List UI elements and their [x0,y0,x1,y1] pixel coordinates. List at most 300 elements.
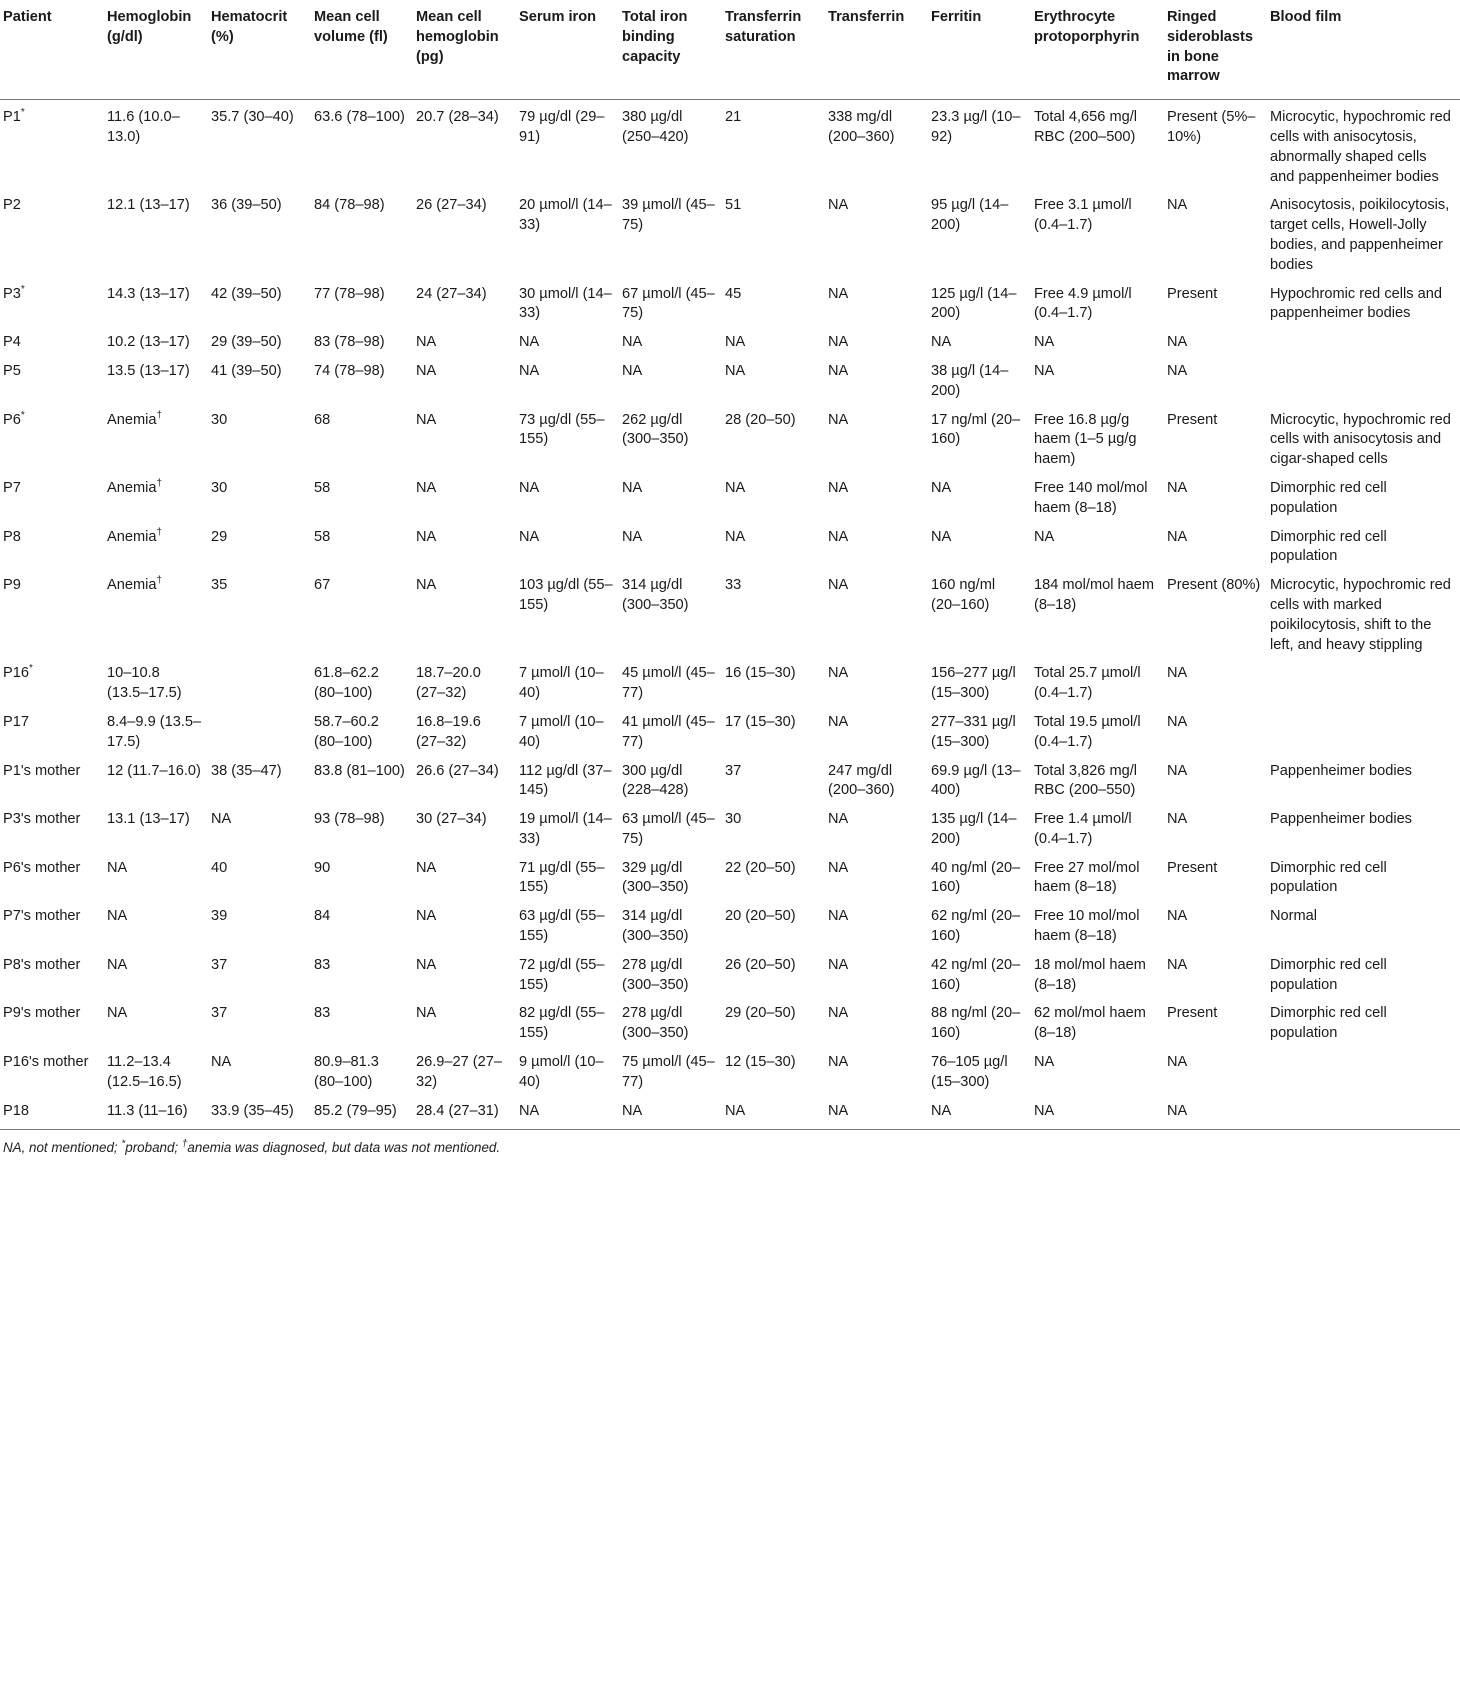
proband-mark: * [28,663,33,675]
cell-ferritin: NA [931,528,952,545]
cell-iron: NA [519,528,540,545]
cell-tsat: 30 [725,811,742,828]
patient-label: P6's mother [3,859,81,876]
table-row [0,358,1460,407]
cell-mcv: 67 [314,577,331,594]
cell-film: Anisocytosis, poikilocytosis, target cells, Howell-Jolly bodies, and pappenheimer bodies [1270,197,1450,273]
cell-ep: Free 1.4 µmol/l (0.4–1.7) [1034,811,1132,847]
cell-ferritin: 38 µg/l (14–200) [931,362,1009,399]
cell-mch: NA [416,479,437,496]
patient-label: P7 [3,479,21,496]
table-row [0,660,1460,709]
hemoglobin-value: Anemia [107,411,157,428]
patient-label: P7's mother [3,908,81,925]
cell-ferritin: 277–331 µg/l (15–300) [931,713,1016,750]
cell-tsat: 45 [725,285,742,302]
cell-film: Normal [1270,908,1318,925]
patient-label: P4 [3,334,21,351]
cell-rs: NA [1167,479,1188,496]
cell-rs: NA [1167,665,1188,682]
cell-film [1267,709,1460,758]
cell-patient [0,1098,104,1130]
table-row [0,329,1460,358]
cell-hemoglobin [104,475,208,524]
cell-hct: 30 [211,411,228,428]
cell-mcv: 93 (78–98) [314,811,385,828]
cell-hemoglobin [104,358,208,407]
cell-tsat: 37 [725,762,742,779]
cell-film: Dimorphic red cell population [1270,859,1387,896]
cell-mcv: 83.8 (81–100) [314,762,405,779]
cell-tf: NA [828,197,849,214]
hemoglobin-value: 11.6 (10.0–13.0) [107,109,180,145]
table-row [0,952,1460,1001]
cell-tibc: 67 µmol/l (45–75) [622,285,715,322]
cell-hemoglobin [104,281,208,330]
cell-mch: NA [416,334,437,351]
cell-tsat: NA [722,1098,825,1130]
cell-film: Microcytic, hypochromic red cells with anisocytosis and cigar-shaped cells [1270,411,1451,468]
cell-mch: NA [416,1005,437,1022]
cell-film: Pappenheimer bodies [1270,762,1412,779]
hemoglobin-value: 12.1 (13–17) [107,197,190,214]
cell-tsat: 26 (20–50) [725,956,796,973]
column-header: Hematocrit (%) [208,0,311,100]
cell-hct [208,709,311,758]
cell-rs: Present (80%) [1167,577,1261,594]
cell-mch: 26.9–27 (27–32) [416,1054,503,1090]
cell-ep: Free 3.1 µmol/l (0.4–1.7) [1034,197,1132,234]
cell-tibc: 262 µg/dl (300–350) [622,411,689,448]
anemia-mark: † [156,478,163,490]
cell-tibc: 41 µmol/l (45–77) [622,713,715,750]
cell-tsat: 20 (20–50) [725,908,796,925]
cell-tsat: 29 (20–50) [725,1005,796,1022]
cell-rs: NA [1167,1054,1188,1071]
hemoglobin-value: NA [107,908,128,925]
cell-ferritin: NA [931,479,952,496]
cell-iron: 72 µg/dl (55–155) [519,956,605,993]
cell-hemoglobin [104,1000,208,1049]
cell-hct: 40 [211,859,228,876]
proband-mark: * [20,107,25,119]
cell-tibc: 63 µmol/l (45–75) [622,811,715,847]
cell-ferritin: 160 ng/ml (20–160) [931,577,996,613]
cell-tf: NA [828,859,849,876]
patient-label: P5 [3,362,21,379]
cell-hemoglobin [104,192,208,280]
cell-iron: 73 µg/dl (55–155) [519,411,605,448]
cell-ferritin: 76–105 µg/l (15–300) [931,1054,1008,1090]
cell-rs: NA [1167,713,1188,730]
cell-tsat: 28 (20–50) [725,411,796,428]
column-header: Erythrocyte protoporphyrin [1031,0,1164,100]
column-header: Mean cell hemoglobin (pg) [413,0,516,100]
cell-iron: 112 µg/dl (37–145) [519,762,612,799]
column-header: Serum iron [516,0,619,100]
cell-tf: NA [828,908,849,925]
cell-ferritin: 62 ng/ml (20–160) [931,908,1021,945]
cell-tsat: NA [725,528,746,545]
cell-tf: NA [828,285,849,302]
cell-hemoglobin [104,855,208,904]
cell-hct [208,660,311,709]
patient-label: P18 [3,1102,29,1119]
cell-tibc: 300 µg/dl (228–428) [622,762,689,799]
cell-film [1267,358,1460,407]
cell-film: Dimorphic red cell population [1270,479,1387,516]
cell-film [1267,1098,1460,1130]
hemoglobin-value: 14.3 (13–17) [107,285,190,302]
cell-tf: NA [828,665,849,682]
footnote-anemia: anemia was diagnosed, but data was not mentioned. [187,1140,501,1156]
cell-patient [0,1049,104,1098]
table-row [0,806,1460,855]
cell-mcv: 68 [314,411,331,428]
cell-ep: Total 3,826 mg/l RBC (200–550) [1034,762,1138,799]
cell-hemoglobin [104,1049,208,1098]
hemoglobin-value: NA [107,1005,128,1022]
cell-ep: NA [1034,362,1055,379]
cell-tibc: NA [622,479,643,496]
cell-ferritin: 88 ng/ml (20–160) [931,1005,1021,1042]
cell-hemoglobin [104,329,208,358]
cell-hct: 37 [211,1005,228,1022]
cell-mcv: 84 [314,908,331,925]
cell-rs: NA [1167,762,1188,779]
cell-mcv: 58 [314,528,331,545]
table-row [0,407,1460,475]
cell-patient [0,806,104,855]
cell-iron: NA [516,1098,619,1130]
cell-rs: NA [1167,334,1188,351]
hemoglobin-value: 11.3 (11–16) [107,1102,188,1119]
cell-tibc: 75 µmol/l (45–77) [622,1054,715,1090]
patient-label: P3's mother [3,811,81,828]
table-row [0,1098,1460,1130]
column-header: Ringed sideroblasts in bone marrow [1164,0,1267,100]
cell-tibc: NA [622,362,643,379]
column-header: Blood film [1267,0,1460,100]
cell-film: Hypochromic red cells and pappenheimer bodies [1270,285,1442,322]
cell-rs: Present [1167,1005,1218,1022]
patient-label: P17 [3,713,29,730]
cell-film [1267,660,1460,709]
cell-hemoglobin [104,572,208,660]
cell-rs: NA [1167,956,1188,973]
cell-mch: 30 (27–34) [416,811,487,828]
cell-hct: 39 [211,908,228,925]
cell-hemoglobin [104,806,208,855]
table-row [0,709,1460,758]
table-row [0,192,1460,280]
cell-hct: 35 [211,577,228,594]
cell-tf: NA [828,956,849,973]
patient-label: P1 [3,109,21,126]
cell-mch: 26 (27–34) [416,197,487,214]
patient-label: P6 [3,411,21,428]
cell-mch: 24 (27–34) [416,285,487,302]
cell-ep: 18 mol/mol haem (8–18) [1034,956,1146,993]
cell-iron: 79 µg/dl (29–91) [519,109,605,145]
cell-tf: NA [828,1054,849,1071]
cell-patient [0,709,104,758]
cell-hct: NA [211,811,232,828]
cell-patient [0,407,104,475]
cell-film: Dimorphic red cell population [1270,1005,1387,1042]
cell-patient [0,281,104,330]
column-header: Patient [0,0,104,100]
table-row [0,1049,1460,1098]
cell-ferritin: 69.9 µg/l (13–400) [931,762,1021,799]
table-body [0,100,1460,1130]
cell-tf: 247 mg/dl (200–360) [828,762,895,799]
cell-rs: NA [1167,528,1188,545]
column-header: Mean cell volume (fl) [311,0,413,100]
cell-tsat: 51 [725,197,742,214]
cell-tf: NA [828,334,849,351]
cell-tf: 338 mg/dl (200–360) [828,109,895,145]
cell-tsat: 33 [725,577,742,594]
cell-ep: 62 mol/mol haem (8–18) [1034,1005,1146,1042]
cell-tibc: 278 µg/dl (300–350) [622,956,689,993]
cell-ep: NA [1034,528,1055,545]
table-row [0,100,1460,193]
cell-patient [0,855,104,904]
hemoglobin-value: NA [107,956,128,973]
cell-tsat: NA [725,362,746,379]
cell-iron: 19 µmol/l (14–33) [519,811,612,847]
cell-iron: 103 µg/dl (55–155) [519,577,613,613]
hemoglobin-value: 8.4–9.9 (13.5–17.5) [107,713,202,750]
cell-ferritin: 23.3 µg/l (10–92) [931,109,1021,145]
column-header: Total iron binding capacity [619,0,722,100]
cell-rs: NA [1164,1098,1267,1130]
cell-hemoglobin [104,660,208,709]
column-header: Ferritin [928,0,1031,100]
cell-film: Microcytic, hypochromic red cells with marked poikilocytosis, shift to the left, and heavy stippling [1270,577,1451,653]
cell-tsat: 12 (15–30) [725,1054,796,1071]
hemoglobin-value: NA [107,859,128,876]
cell-iron: 82 µg/dl (55–155) [519,1005,605,1042]
cell-hemoglobin [104,100,208,193]
column-header: Hemoglobin (g/dl) [104,0,208,100]
cell-mch: 28.4 (27–31) [413,1098,516,1130]
cell-tf: NA [825,1098,928,1130]
hemoglobin-value: 10.2 (13–17) [107,334,190,351]
patient-label: P1's mother [3,762,81,779]
column-header: Transferrin saturation [722,0,825,100]
cell-rs: Present (5%–10%) [1167,109,1256,145]
cell-patient [0,475,104,524]
cell-hct: 35.7 (30–40) [211,109,294,126]
cell-patient [0,758,104,807]
footnote-proband-mark: * [121,1138,126,1150]
cell-tsat: 16 (15–30) [725,665,796,682]
cell-tf: NA [828,411,849,428]
cell-rs: NA [1167,197,1188,214]
cell-ep: NA [1034,1054,1055,1071]
patient-label: P16 [3,665,29,682]
cell-hct: 42 (39–50) [211,285,282,302]
cell-tf: NA [828,713,849,730]
cell-tibc: 45 µmol/l (45–77) [622,665,715,702]
table-row [0,475,1460,524]
cell-hct: 30 [211,479,228,496]
cell-ep: Total 4,656 mg/l RBC (200–500) [1034,109,1138,145]
anemia-mark: † [156,575,163,587]
table-footnote [0,1130,1460,1155]
cell-tibc: 380 µg/dl (250–420) [622,109,689,145]
cell-mch: NA [416,362,437,379]
cell-hct: 41 (39–50) [211,362,282,379]
cell-iron: 63 µg/dl (55–155) [519,908,605,945]
cell-mch: NA [416,859,437,876]
hemoglobin-value: 13.1 (13–17) [107,811,190,828]
table-row [0,281,1460,330]
header-row [0,0,1460,100]
cell-mcv: 63.6 (78–100) [314,109,405,126]
cell-patient [0,329,104,358]
hemoglobin-value: 12 (11.7–16.0) [107,762,201,779]
cell-tibc: 314 µg/dl (300–350) [622,908,689,945]
table-row [0,855,1460,904]
cell-tibc: 314 µg/dl (300–350) [622,577,689,613]
cell-mcv: 83 [314,956,331,973]
cell-tf: NA [828,577,849,594]
cell-patient [0,358,104,407]
cell-mcv: 58 [314,479,331,496]
cell-film: Pappenheimer bodies [1270,811,1412,828]
cell-ep: Free 140 mol/mol haem (8–18) [1034,479,1148,516]
cell-hemoglobin [104,407,208,475]
cell-mcv: 90 [314,859,331,876]
table-row [0,572,1460,660]
cell-ep: Total 19.5 µmol/l (0.4–1.7) [1034,713,1141,750]
cell-tsat: NA [725,334,746,351]
cell-mch: 26.6 (27–34) [416,762,499,779]
patient-label: P16's mother [3,1054,89,1071]
cell-mch: 18.7–20.0 (27–32) [416,665,481,702]
cell-tsat: 21 [725,109,742,126]
cell-iron: 9 µmol/l (10–40) [519,1054,604,1090]
cell-mcv: 77 (78–98) [314,285,385,302]
cell-hct: 29 [211,528,228,545]
hemoglobin-value: Anemia [107,479,157,496]
cell-iron: 71 µg/dl (55–155) [519,859,605,896]
cell-tibc: NA [622,528,643,545]
cell-rs: NA [1167,811,1188,828]
cell-tibc: NA [619,1098,722,1130]
cell-rs: NA [1167,362,1188,379]
cell-ep: NA [1031,1098,1164,1130]
cell-ep: Free 10 mol/mol haem (8–18) [1034,908,1140,945]
cell-mcv: 58.7–60.2 (80–100) [314,713,379,750]
cell-iron: 30 µmol/l (14–33) [519,285,612,322]
anemia-mark: † [156,409,163,421]
cell-tf: NA [828,362,849,379]
cell-mch: NA [416,411,437,428]
cell-iron: NA [519,334,540,351]
cell-rs: Present [1167,285,1218,302]
cell-patient [0,100,104,193]
cell-ferritin: 95 µg/l (14–200) [931,197,1009,234]
anemia-mark: † [156,526,163,538]
patient-label: P3 [3,285,21,302]
cell-hemoglobin [104,903,208,952]
cell-tsat: 17 (15–30) [725,713,796,730]
cell-film [1267,329,1460,358]
cell-film [1267,1049,1460,1098]
cell-ep: Total 25.7 µmol/l (0.4–1.7) [1034,665,1141,702]
cell-film: Microcytic, hypochromic red cells with anisocytosis, abnormally shaped cells and pappenheimer bodies [1270,109,1451,185]
cell-mch: NA [416,908,437,925]
cell-patient [0,524,104,573]
cell-hemoglobin [104,952,208,1001]
proband-mark: * [20,283,25,295]
cell-mch: NA [416,577,437,594]
hemoglobin-value: Anemia [107,577,157,594]
cell-ferritin: 42 ng/ml (20–160) [931,956,1021,993]
cell-ferritin: 17 ng/ml (20–160) [931,411,1021,448]
cell-ferritin: 156–277 µg/l (15–300) [931,665,1016,702]
table-row [0,903,1460,952]
cell-tibc: 39 µmol/l (45–75) [622,197,715,234]
cell-ep: 184 mol/mol haem (8–18) [1034,577,1155,613]
cell-iron: 7 µmol/l (10–40) [519,713,604,750]
cell-hct: NA [211,1054,232,1071]
cell-ferritin: 125 µg/l (14–200) [931,285,1017,322]
hemoglobin-value: Anemia [107,528,157,545]
cell-iron: NA [519,362,540,379]
cell-ep: Free 27 mol/mol haem (8–18) [1034,859,1140,896]
cell-rs: NA [1167,908,1188,925]
cell-patient [0,192,104,280]
cell-hemoglobin [104,524,208,573]
cell-rs: Present [1167,859,1218,876]
footnote-anemia-mark: † [181,1138,188,1150]
cell-ep: NA [1034,334,1055,351]
cell-hemoglobin [104,1098,208,1130]
cell-rs: Present [1167,411,1218,428]
cell-mcv: 83 (78–98) [314,334,385,351]
cell-hct: 38 (35–47) [211,762,282,779]
cell-mch: NA [416,528,437,545]
cell-mcv: 61.8–62.2 (80–100) [314,665,379,702]
cell-mcv: 85.2 (79–95) [311,1098,413,1130]
cell-film: Dimorphic red cell population [1270,528,1387,565]
hemoglobin-value: 10–10.8 (13.5–17.5) [107,665,182,702]
cell-tf: NA [828,811,849,828]
cell-mcv: 74 (78–98) [314,362,385,379]
cell-mch: 16.8–19.6 (27–32) [416,713,481,750]
cell-film: Dimorphic red cell population [1270,956,1387,993]
cell-tibc: NA [622,334,643,351]
table-row [0,1000,1460,1049]
column-header: Transferrin [825,0,928,100]
cell-ep: Free 16.8 µg/g haem (1–5 µg/g haem) [1034,411,1137,468]
cell-tf: NA [828,479,849,496]
cell-tsat: 22 (20–50) [725,859,796,876]
cell-mch: NA [416,956,437,973]
cell-iron: 20 µmol/l (14–33) [519,197,612,234]
table-row [0,524,1460,573]
cell-hct: 36 (39–50) [211,197,282,214]
cell-ferritin: NA [928,1098,1031,1130]
patient-label: P2 [3,197,21,214]
cell-ferritin: 40 ng/ml (20–160) [931,859,1021,896]
cell-tf: NA [828,1005,849,1022]
